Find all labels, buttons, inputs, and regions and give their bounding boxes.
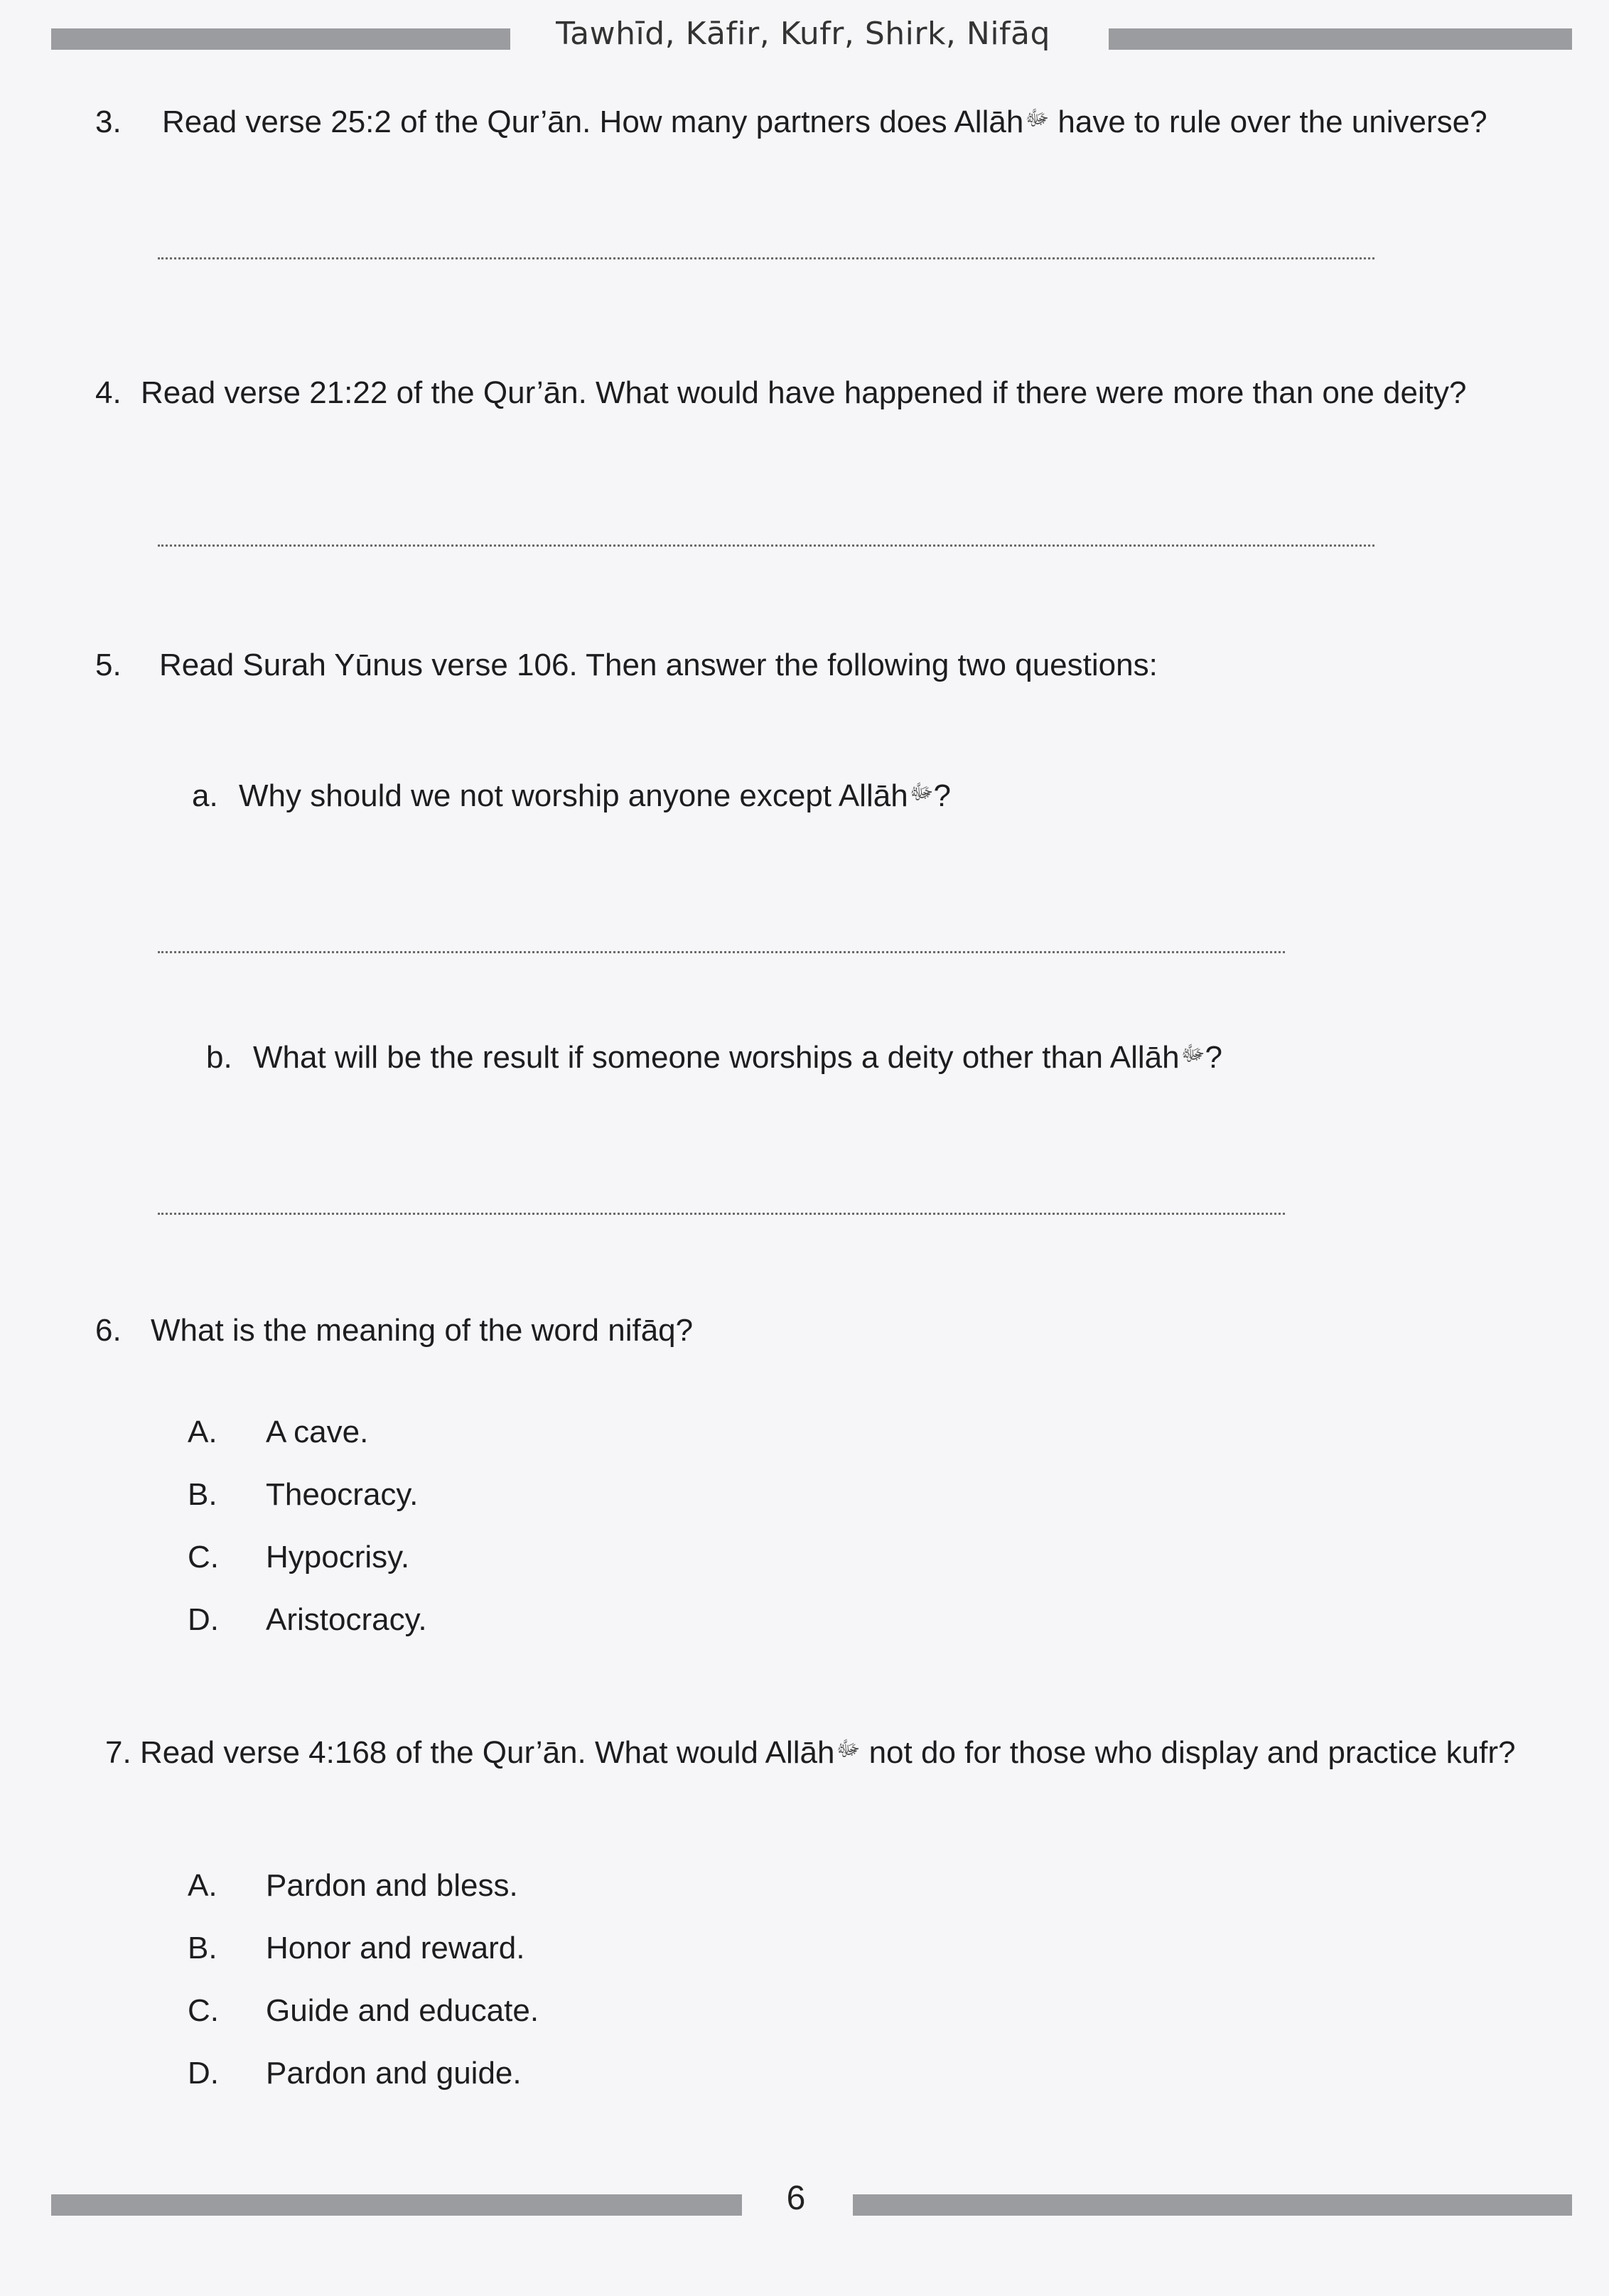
option-q7-a[interactable] — [188, 1868, 756, 1908]
subquestion-label: a. — [192, 778, 218, 813]
subquestion-label: b. — [206, 1040, 232, 1075]
option-letter: D. — [188, 1602, 219, 1637]
question-5 — [95, 647, 1158, 685]
option-q7-b[interactable] — [188, 1931, 756, 1970]
page-number: 6 — [786, 2179, 806, 2217]
honorific-glyph-icon: ﷻ — [909, 780, 934, 804]
option-letter: A. — [188, 1415, 217, 1449]
question-text: Read verse 21:22 of the Qur’ān. What would have happened if there were more than one deity? — [141, 375, 1467, 410]
question-text: Read Surah Yūnus verse 106. Then answer the following two questions: — [159, 648, 1158, 682]
option-q7-c[interactable] — [188, 1993, 756, 2033]
option-letter: A. — [188, 1868, 217, 1903]
option-letter: B. — [188, 1931, 217, 1965]
question-5a — [192, 778, 951, 815]
option-letter: D. — [188, 2056, 219, 2091]
header-bar-right — [1109, 28, 1572, 50]
footer-bar-left — [51, 2194, 742, 2216]
option-text: Honor and reward. — [266, 1931, 525, 1965]
question-text: not do for those who display and practice kufr? — [860, 1735, 1516, 1770]
honorific-glyph-icon: ﷻ — [1180, 1042, 1205, 1066]
question-5b — [206, 1039, 1222, 1077]
answer-line-q5b[interactable] — [158, 1213, 1285, 1215]
question-text: ? — [1205, 1040, 1222, 1075]
option-q6-b[interactable] — [188, 1477, 685, 1517]
option-text: Theocracy. — [266, 1477, 419, 1512]
question-number: 4. — [95, 375, 122, 410]
question-number: 5. — [95, 648, 122, 682]
option-text: Pardon and guide. — [266, 2056, 522, 2091]
option-q7-d[interactable] — [188, 2056, 756, 2096]
question-6 — [95, 1312, 693, 1350]
header-bar-left — [51, 28, 510, 50]
question-text: Read verse 4:168 of the Qur’ān. What would Allāh — [139, 1735, 835, 1770]
footer-bar-right — [853, 2194, 1572, 2216]
question-number: 7. — [105, 1735, 131, 1770]
option-text: Aristocracy. — [266, 1602, 427, 1637]
answer-line-q4[interactable] — [158, 545, 1374, 547]
header-title: Tawhīd, Kāfir, Kufr, Shirk, Nifāq — [556, 16, 1050, 52]
question-text: What will be the result if someone worships a deity other than Allāh — [253, 1040, 1180, 1075]
question-text: Why should we not worship anyone except Allāh — [239, 778, 908, 813]
question-text: What is the meaning of the word nifāq? — [151, 1313, 694, 1348]
answer-line-q5a[interactable] — [158, 951, 1285, 953]
option-letter: C. — [188, 1540, 219, 1575]
honorific-glyph-icon: ﷻ — [1025, 107, 1050, 130]
honorific-glyph-icon: ﷻ — [836, 1737, 861, 1761]
option-text: Guide and educate. — [266, 1993, 539, 2028]
option-letter: C. — [188, 1993, 219, 2028]
option-q6-d[interactable] — [188, 1602, 685, 1642]
option-q6-c[interactable] — [188, 1540, 685, 1579]
question-4 — [95, 375, 1466, 412]
option-text: Pardon and bless. — [266, 1868, 518, 1903]
option-text: A cave. — [266, 1415, 369, 1449]
question-text: ? — [933, 778, 952, 813]
question-text: have to rule over the universe? — [1049, 104, 1487, 139]
answer-line-q3[interactable] — [158, 257, 1374, 259]
option-text: Hypocrisy. — [266, 1540, 410, 1575]
question-text: Read verse 25:2 of the Qur’ān. How many partners does Allāh — [162, 104, 1024, 139]
option-letter: B. — [188, 1477, 217, 1512]
question-3 — [95, 104, 1487, 141]
question-number: 6. — [95, 1313, 122, 1348]
question-number: 3. — [95, 104, 122, 139]
option-q6-a[interactable] — [188, 1415, 685, 1454]
question-7 — [105, 1732, 1576, 1771]
